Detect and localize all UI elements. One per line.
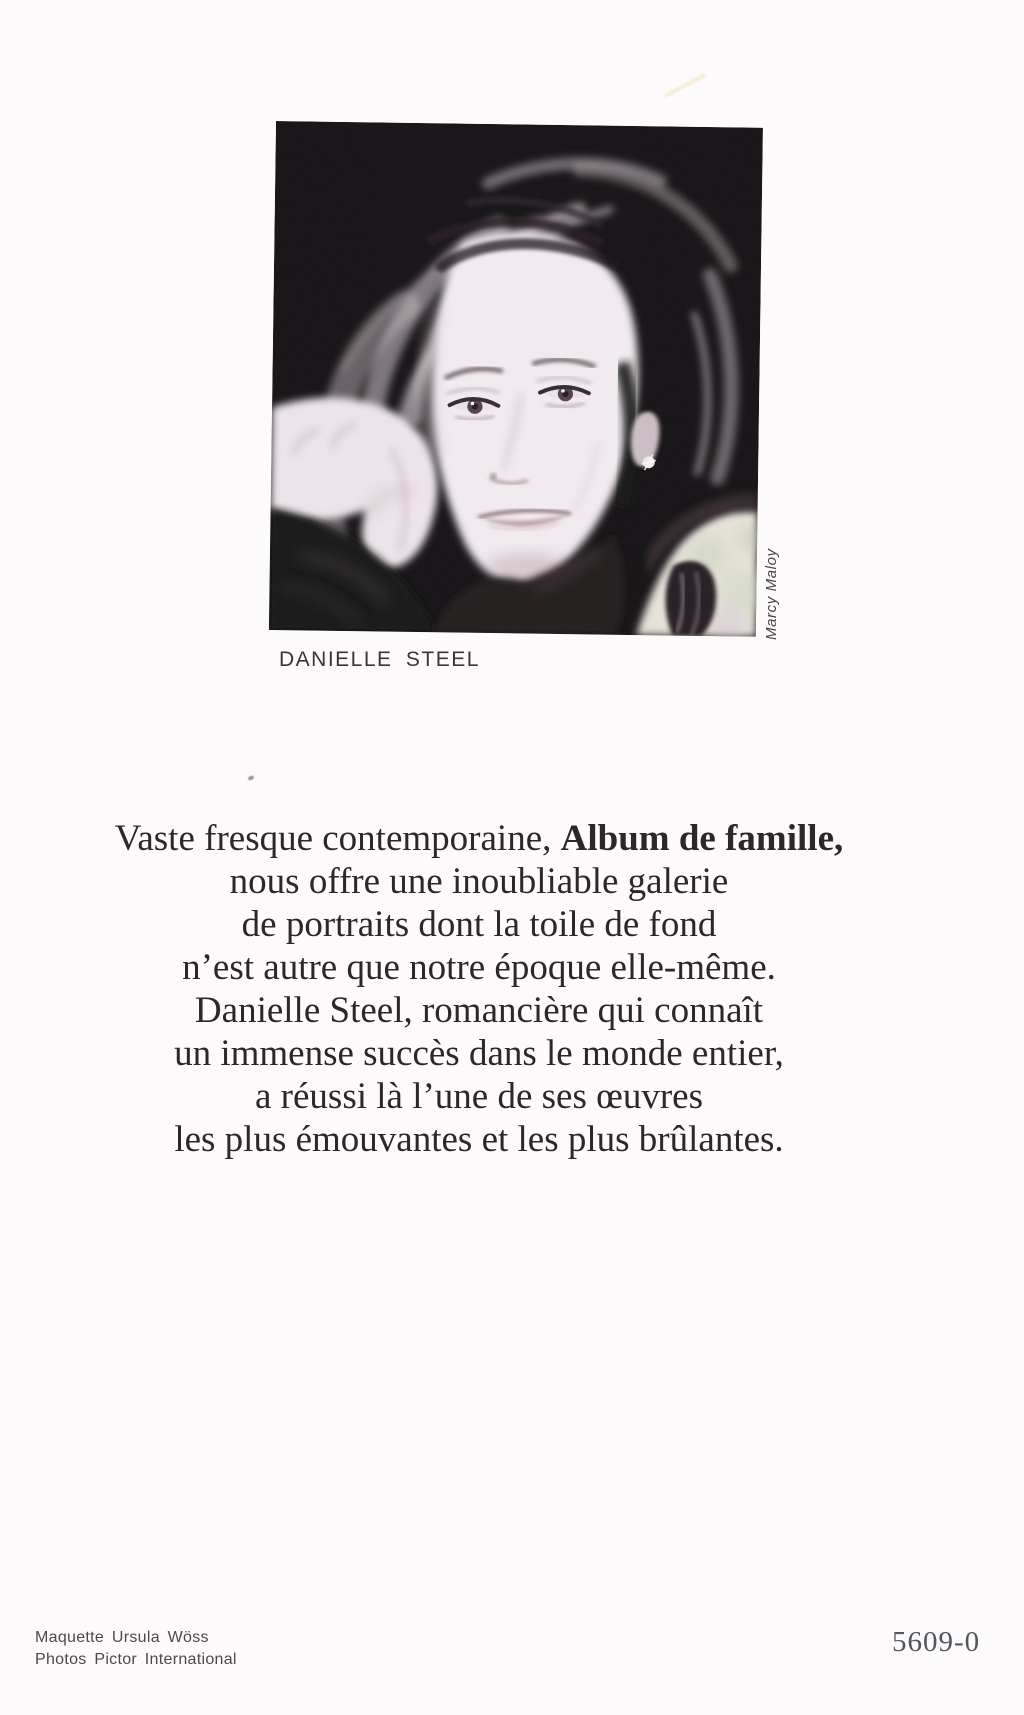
blurb-line-1 (0, 817, 958, 860)
blurb-line-6: un immense succès dans le monde entier, (174, 1033, 784, 1074)
photos-credit: Photos Pictor International (35, 1651, 237, 1668)
portrait-photo (269, 121, 763, 637)
ink-speck-artifact (248, 775, 255, 780)
film-grain-overlay (269, 121, 763, 637)
portrait-photo-frame (269, 121, 763, 637)
edition-code: 5609-0 (892, 1626, 981, 1658)
blurb-line-2: nous offre une inoubliable galerie (229, 861, 729, 902)
blurb-line-3: de portraits dont la toile de fond (241, 904, 717, 945)
blurb-line-7: a réussi là l’une de ses œuvres (255, 1076, 703, 1117)
photo-caption: DANIELLE STEEL (279, 648, 480, 671)
production-credits (35, 1627, 237, 1671)
blurb-line-5: Danielle Steel, romancière qui connaît (194, 990, 764, 1031)
photographer-credit: Marcy Maloy (763, 548, 780, 640)
back-cover-blurb (0, 817, 958, 1161)
blurb-line-8: les plus émouvantes et les plus brûlantes. (174, 1119, 784, 1160)
maquette-credit: Maquette Ursula Wöss (35, 1629, 209, 1646)
scan-scratch-artifact (664, 73, 706, 97)
blurb-line1-normal: Vaste fresque contemporaine, (114, 818, 561, 859)
blurb-line-4: n’est autre que notre époque elle-même. (182, 947, 776, 988)
book-title: Album de famille, (560, 818, 844, 859)
